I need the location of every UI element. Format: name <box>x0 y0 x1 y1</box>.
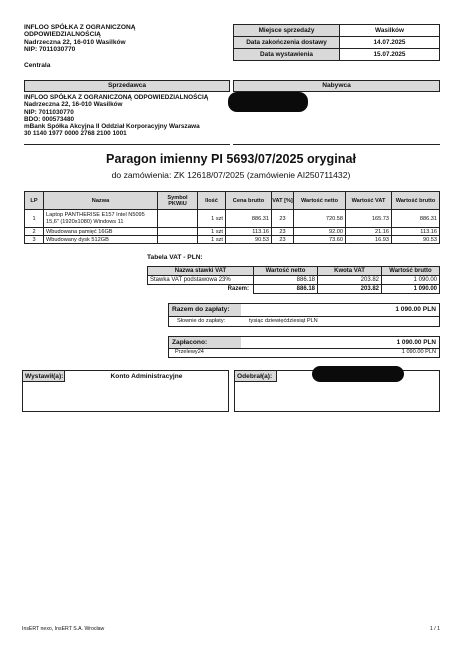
cell-net: 73.60 <box>294 236 346 244</box>
seller-line: 30 1140 1977 0000 2768 2100 1001 <box>24 130 127 138</box>
seller-line: BDO: 000573480 <box>24 115 75 123</box>
table-row <box>25 236 440 244</box>
items-table <box>24 191 440 244</box>
seller-box-header: Sprzedawca <box>24 80 230 92</box>
paid-value: 1 090.00 PLN <box>396 339 436 346</box>
vat-total-row <box>148 285 440 294</box>
document-subtitle: do zamówienia: ZK 12618/07/2025 (zamówienie AI250711432) <box>111 170 351 180</box>
footer-page-number: 1 / 1 <box>429 626 440 632</box>
cell-pkwiu <box>158 236 198 244</box>
cell-vat-value: 165.73 <box>346 210 392 228</box>
meta-value: Wasilków <box>340 25 440 37</box>
cell-net: 92.00 <box>294 228 346 236</box>
cell-price: 886.31 <box>226 210 272 228</box>
table-row <box>25 210 440 228</box>
col-header: VAT [%] <box>272 192 294 210</box>
cell-vat: 23 <box>272 228 294 236</box>
vat-header-row <box>148 267 440 276</box>
payment-due-box <box>168 303 440 327</box>
vat-total-gross: 1 090.00 <box>382 285 440 294</box>
received-by-label: Odebrał(a): <box>235 371 277 382</box>
vat-col-header: Kwota VAT <box>318 267 382 276</box>
amount-in-words-value: tysiąc dziewięćdziesiąt PLN <box>249 318 318 324</box>
table-row <box>25 228 440 236</box>
vat-net: 886.18 <box>254 276 318 285</box>
cell-qty: 1 szt <box>198 228 226 236</box>
cell-price: 90.53 <box>226 236 272 244</box>
seller-details <box>24 94 208 138</box>
seller-line: Nadrzeczna 22, 16-010 Wasilków <box>24 101 123 109</box>
cell-gross: 113.16 <box>392 228 440 236</box>
vat-table <box>147 266 440 294</box>
seller-header <box>24 24 135 54</box>
seller-name-line2: ODPOWIEDZIALNOŚCIĄ <box>24 31 101 39</box>
vat-col-header: Nazwa stawki VAT <box>148 267 254 276</box>
vat-total-amount: 203.82 <box>318 285 382 294</box>
seller-address: Nadrzeczna 22, 16-010 Wasilków <box>24 38 126 46</box>
paid-box <box>168 336 440 358</box>
vat-amount: 203.82 <box>318 276 382 285</box>
issued-by-label: Wystawił(a): <box>25 373 64 380</box>
cell-vat: 23 <box>272 236 294 244</box>
received-by-redaction <box>312 366 404 382</box>
cell-lp: 1 <box>25 210 44 228</box>
divider <box>169 348 439 349</box>
cell-gross: 886.31 <box>392 210 440 228</box>
seller-line: NIP: 7011030770 <box>24 108 74 116</box>
paid-label: Zapłacono: <box>169 337 241 348</box>
items-header-row <box>25 192 440 210</box>
meta-label: Data zakończenia dostawy <box>234 37 340 49</box>
cell-qty: 1 szt <box>198 210 226 228</box>
buyer-redaction <box>228 92 308 112</box>
col-header: Nazwa <box>44 192 158 210</box>
payment-due-value: 1 090.00 PLN <box>395 306 436 313</box>
vat-total-net: 886.18 <box>254 285 318 294</box>
cell-name: Laptop PANTHERISE E157 Intel N5095 15,6" (1920x1080) Windows 11 <box>44 210 158 228</box>
meta-label: Data wystawienia <box>234 49 340 61</box>
cell-vat-value: 21.16 <box>346 228 392 236</box>
meta-label: Miejsce sprzedaży <box>234 25 340 37</box>
col-header: Symbol PKWiU <box>158 192 198 210</box>
vat-total-label: Razem: <box>227 286 249 293</box>
vat-col-header: Wartość netto <box>254 267 318 276</box>
meta-table <box>233 24 440 61</box>
col-header: LP <box>25 192 44 210</box>
vat-col-header: Wartość brutto <box>382 267 440 276</box>
cell-qty: 1 szt <box>198 236 226 244</box>
col-header: Wartość netto <box>294 192 346 210</box>
cell-net: 720.58 <box>294 210 346 228</box>
meta-value: 15.07.2025 <box>340 49 440 61</box>
col-header: Wartość VAT <box>346 192 392 210</box>
cell-vat-value: 16.93 <box>346 236 392 244</box>
vat-rate-name: Stawka VAT podstawowa 23% <box>148 276 254 285</box>
cell-pkwiu <box>158 228 198 236</box>
vat-row <box>148 276 440 285</box>
payment-method-value: 1 090.00 PLN <box>401 349 436 355</box>
branch-label: Centrala <box>24 62 51 69</box>
cell-gross: 90.53 <box>392 236 440 244</box>
seller-nip: NIP: 7011030770 <box>24 46 76 54</box>
cell-lp: 2 <box>25 228 44 236</box>
document-title: Paragon imienny PI 5693/07/2025 oryginał <box>106 152 356 166</box>
issued-by-value: Konto Administracyjne <box>110 373 183 380</box>
vat-gross: 1 090.00 <box>382 276 440 285</box>
payment-method: Przelewy24 <box>175 349 204 355</box>
seller-line: INFLOO SPÓŁKA Z OGRANICZONĄ ODPOWIEDZIALNOŚCIĄ <box>24 94 209 101</box>
meta-value: 14.07.2025 <box>340 37 440 49</box>
col-header: Cena brutto <box>226 192 272 210</box>
cell-pkwiu <box>158 210 198 228</box>
col-header: Ilość <box>198 192 226 210</box>
issued-by-box <box>22 370 229 412</box>
cell-lp: 3 <box>25 236 44 244</box>
footer-software: InsERT nexo, InsERT S.A. Wrocław <box>22 626 105 632</box>
cell-price: 113.16 <box>226 228 272 236</box>
cell-vat: 23 <box>272 210 294 228</box>
seller-box-bottom <box>24 144 230 145</box>
buyer-box-header: Nabywca <box>233 80 440 92</box>
buyer-box-bottom <box>233 144 440 145</box>
col-header: Wartość brutto <box>392 192 440 210</box>
payment-due-label: Razem do zapłaty: <box>169 304 241 316</box>
seller-name-line1: INFLOO SPÓŁKA Z OGRANICZONĄ <box>24 24 136 31</box>
amount-in-words-label: Słownie do zapłaty: <box>177 318 226 324</box>
vat-table-title: Tabela VAT - PLN: <box>147 254 203 261</box>
cell-name: Wbudowany dysk 512GB <box>44 236 158 244</box>
seller-line: mBank Spółka Akcyjna II Oddział Korporacyjny Warszawa <box>24 123 200 131</box>
cell-name: Wbudowana pamięć 16GB <box>44 228 158 236</box>
